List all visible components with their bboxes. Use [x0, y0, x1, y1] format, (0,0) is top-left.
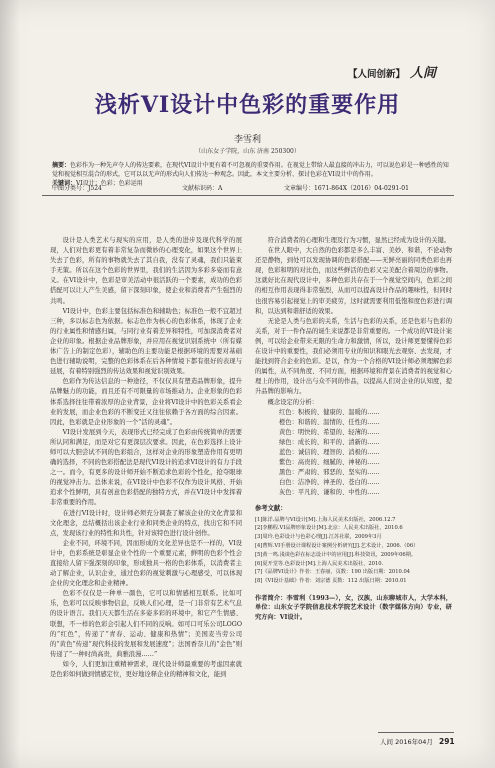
- references-title: 参考文献：: [255, 505, 287, 513]
- reference-item: [2]李鹏程.VI品牌形象设计[M].北京：人民美术出版社，2010.6: [255, 525, 403, 532]
- section-header: [348, 62, 436, 81]
- body-paragraph: 符合消费者的心理和生理及行为习惯，显然已经成为设计的关键。: [267, 237, 451, 244]
- header-divider: [42, 195, 454, 196]
- article-title: 浅析VI设计中色彩的重要作用: [94, 92, 401, 118]
- section-label: 【人间创新】: [348, 69, 406, 80]
- body-paragraph: 如今，人们更加注重精神需求，现代设计师最重要的考虑因素就是色彩如何做到情感定位，更好地诠释企业的精神和文化，能到: [50, 660, 242, 679]
- article-number: 文章编号：1671-864X（2016）04-0291-01: [284, 185, 409, 192]
- author-bio: 作者简介：李雪利（1993—），女，汉族，山东聊城市人，大学本科，单位：山东女子学院信息技术学院艺术设计（数字媒体方向）专业，研究方向：VI设计。: [255, 594, 452, 621]
- reference-item: [8]《VI设计基础》作者：刘宗德 页数：112 出版日期：2010.01: [255, 578, 407, 585]
- author-name: 李雪利: [233, 135, 261, 145]
- body-paragraph: 无论是人类与色彩的关系，生活与色彩的关系，还是色彩与色彩的关系，对于一件作品的诞生来说都是非常重要的。一个成功的VI设计案例，可以给企业带来无限的生命力和激情，所以，设计师更要懂得色彩在设计中的重要性，我们必须用专业的知识和眼光去观察、去发现，才能找到符合企业的色彩。是以，作为一个合格的VI设计师必须理解色彩的属性，从不同角度、不同方面，根据环境和背景在消费者的视觉和心理上的作用，设计出与众不同的作品，以提高人们对企业的认知度，提升品牌的影响力。: [255, 317, 452, 396]
- footer-issue: 2016年04月: [395, 738, 433, 746]
- color-emotion-row: 灰色：平凡的、谦和的、中性的……: [279, 489, 380, 497]
- reference-item: [6]夏开堂等.色彩设计[M].上海人民美术出版社，2010.: [255, 560, 384, 567]
- body-paragraph: 在进行VI设计时，设计师必须充分调查了解该企业的文化背景和文化理念，总结概括出该企业行业和同类企业的特点，找出它和不同点，发现该行业的特性和共性，针对该特色进行设计创作。: [50, 509, 242, 537]
- footer-divider: [378, 732, 454, 733]
- reference-item: [1]陈洋.品牌与VI设计[M].上海人民美术出版社，2006.12.7: [255, 516, 396, 523]
- abstract-text: 色彩作为一种先声夺人的传达要素，在现代VI设计中更有着不可忽视的重要作用。在视觉上带给人最直接的冲击力，可以说色彩是一种感性的知觉和视觉相互混合的形式，它可以以无声的形式向人们传达一种观念。因此，本文主要分析、探讨色彩在VI设计中的作用。: [52, 162, 449, 178]
- reference-item: [7]《品牌VI设计》作者：王春丽，页数：190 出版日期：2010.04: [255, 569, 411, 576]
- color-emotion-row: 黄色：明快的、希望的、轻薄的……: [279, 428, 380, 436]
- keywords-text: VI设计；色彩；色彩运用: [76, 180, 143, 187]
- color-emotion-row: 绿色：成长的、和平的、清新的……: [279, 438, 380, 446]
- body-paragraph: 色彩不仅仅是一种单一颜色，它可以和情感相互联系。比如可乐，色彩可以反映事物信息，反映人们心理，是一门非常有艺术气息的设计语言。我们天天都生活在多姿多彩的环境中，和它产生情感、联想，不一样的色彩会引起人们不同的反响。如可口可乐公司LOGO的“红色”，传递了“青春、运动、健康和热情”；美国麦当劳公司的“黄色”传递“现代科技的发展和发展速度”；法国香奈儿的“金色”则传递了“一种时尚高贵，典雅浪漫……”: [50, 590, 242, 658]
- color-emotion-row: 紫色：高贵的、细腻的、神秘的……: [279, 459, 380, 467]
- body-paragraph: VI设计发展到今天，表现形式已经完成了色彩由传统简单的需要所认同和满足，而是对它有更深层次要求。因此，在色彩选择上设计师可以大胆尝试不同的色彩组合，这样对企业的形象塑造作用有更明确的选择，不同的色彩搭配法是现代VI设计的追求VI设计的有力手段之一。而今，有更多的设计师开始不断追求色彩的个性化，抢夺眼球的视觉冲击力。总体来说，在VI设计中色彩不仅作为设计风格、开始追求个性鲜明，具有创意色彩搭配的独特方式，并在VI设计中发挥着非常重要的作用。: [50, 428, 242, 507]
- body-paragraph: 企业不同，环境不同，因而形成的文化差异也是不一样的，VI设计中，色彩系统是彰显企业个性的一个重要元素，鲜明的色彩个性会直接给人留下强深刻的印象，形成独具一格的色彩体系，以消费者主动了解企业，认识企业，通过色彩的视觉刺激与心理感受，可以体现企业的文化理念和企业精神。: [50, 539, 242, 588]
- body-column-right: [255, 236, 452, 622]
- color-emotion-row: 白色：洁净的、神圣的、苍白的……: [279, 479, 380, 487]
- document-code: 文献标识码：A: [182, 185, 223, 192]
- journal-logo: 人间: [410, 66, 437, 81]
- body-column-left: [50, 236, 242, 680]
- reference-item: [4]曹辉.VI手册设计课程设计案例分析研究[J].艺术设计，2006.（06）: [255, 542, 419, 549]
- color-emotion-row: 红色：积极的、健康的、温暖的……: [279, 408, 380, 416]
- body-paragraph: 在世人眼中，大自然的色彩都是多么丰富、美妙、和谐，不论动物还是静物，到处可以发现协调的色彩搭配——无鲜亮丽的同类色彩也再现，色彩和明的对比色，而这些鲜活的色彩又完美配合着周边的事物。这就好比在现代设计中，多种色彩共存在于一个视觉空间内，色彩之间的相互作用表现得非常强烈，从而可以提高设计作品的趣味性，但同时也很容易引起视觉上的审美疲劳，这时就需要利用低饱和度色彩进行调和，以达到和谐舒适的效果。: [255, 247, 452, 315]
- body-paragraph: 色彩作为传达信息的一种途径，不仅仅具有塑造品牌形象，提升品牌魅力的功能，而且还有不可限量的市场推动力。企业形象的色彩体系选择往往带着浓厚的企业背景，企业将VI设计中的色彩关系看企业的发展，而企业色彩的不断变迁又往往依赖于各方面的综合因素。因此，色彩就是企业形象的一个“活的灵魂”。: [50, 378, 242, 426]
- page-number: 291: [438, 737, 455, 746]
- body-paragraph: VI设计中，色彩主要包括标准色和辅助色；标准色一般不宜超过三种，多以标志色为依据。标志色作为核心的色彩体系，体现了企业的行业属性和情感归属，与同行业有着差异和特性，可加深消费者对企业的印象。根据企业品牌形象，并应用在视觉识别系统中（所有媒体广告上的制定色彩），辅助色的主要功能是根据环境的需要对基础色进行辅助说明，完整的色彩体系在后各种情境下都有很好的表现与延展，有着特别强烈的传达效果和视觉识别效果。: [50, 307, 242, 376]
- color-emotion-row: 黑色：严肃的、邪恶的、坚实的……: [279, 469, 380, 477]
- clc-number: 中图分类号：J524: [52, 185, 102, 192]
- emotion-table-title: 概念设定的分析：: [267, 398, 318, 406]
- footer-journal: 人间: [380, 738, 393, 746]
- reference-item: [3]周玲.色彩设计与色彩心理[J].江苏社联，2009年3月: [255, 534, 382, 541]
- abstract-label: 摘要：: [52, 162, 71, 169]
- reference-item: [5]黄一鸣.浅谈色彩在标志设计中的应用[J].科技资讯，2009年06期。: [255, 551, 417, 558]
- author-affiliation: （山东女子学院，山东 济南 250300）: [195, 148, 300, 155]
- color-emotion-row: 蓝色：诚信的、理智的、消极的……: [279, 448, 380, 456]
- keywords-label: 关键词：: [52, 180, 77, 187]
- color-emotion-row: 橙色：和谐的、温情的、任性的……: [279, 418, 380, 426]
- body-paragraph: 设计是人类艺术与现实的应用，是人类的进步及现代科学的展现，人们对色彩更有着非常复杂而微妙的心理变化，如果这个世界上失去了色彩，所有的事物就失去了其自我，没有了灵魂，我们只能束手无策。所以在这个色彩的世界里，我们的生活因为多彩多姿而有意义。在VI设计中，色彩是审美活动中很活跃的一个要素，成功的色彩搭配可以让人产生美感，留下深刻印象，使企业和消费者产生强烈的共鸣。: [50, 237, 242, 305]
- page-footer: [380, 737, 455, 746]
